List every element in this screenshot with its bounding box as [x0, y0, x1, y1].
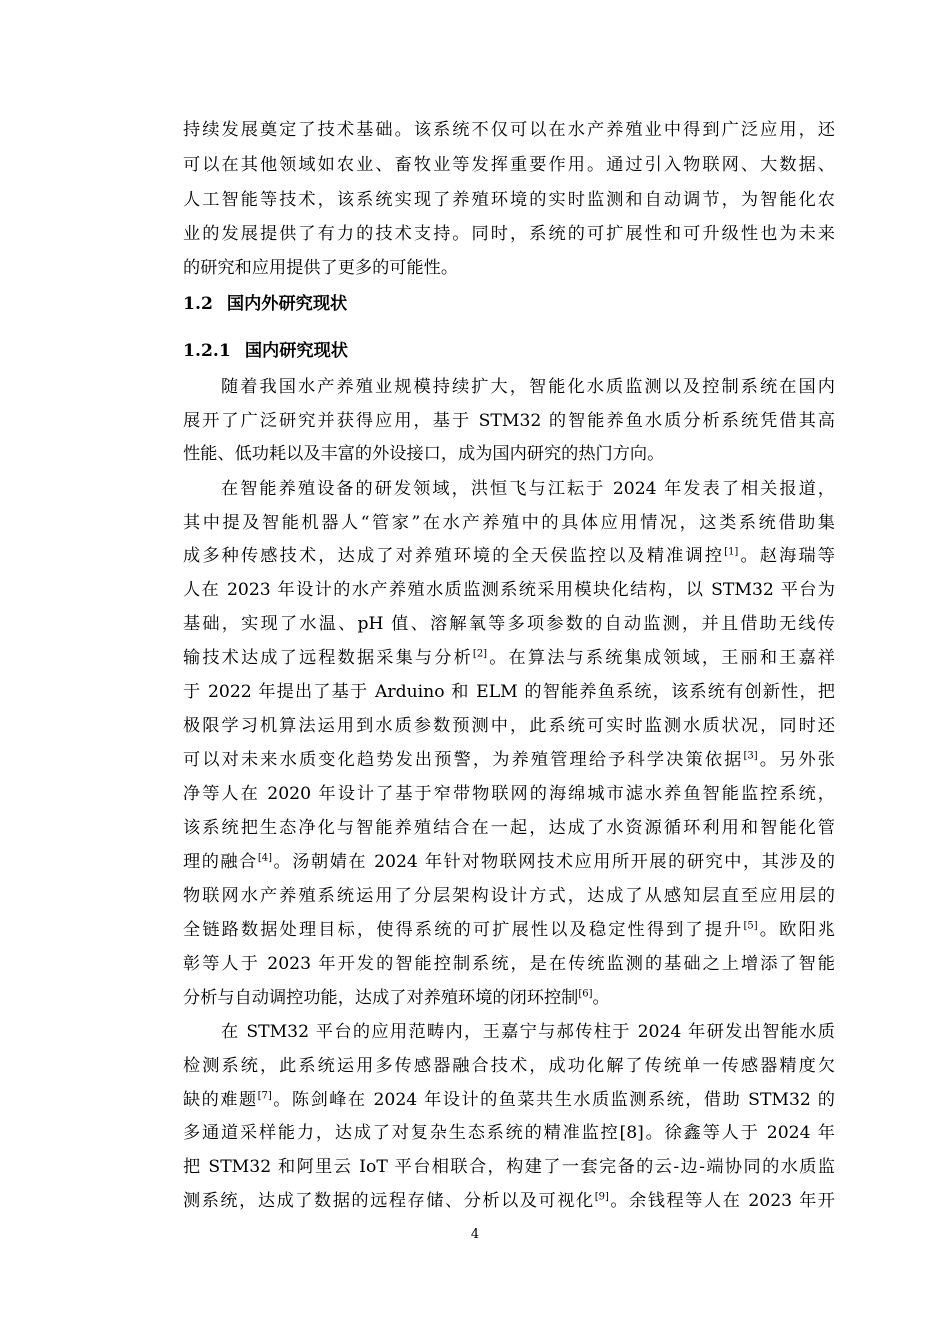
- subsection-title: 国内研究现状: [244, 341, 348, 361]
- paragraph-line: 性能、低功耗以及丰富的外设接口，成为国内研究的热门方向。: [183, 444, 665, 464]
- paragraph-line: 的研究和应用提供了更多的可能性。: [183, 258, 459, 278]
- text-run: 。在算法与系统集成领域，王丽和王嘉祥: [487, 648, 835, 668]
- paragraph-line: 人在 2023 年设计的水产养殖水质监测系统采用模块化结构，以 STM32 平台为: [183, 580, 835, 600]
- section-heading: [183, 293, 347, 315]
- paragraph-line: 在 STM32 平台的应用范畴内，王嘉宁与郝传柱于 2024 年研发出智能水质: [221, 1022, 835, 1042]
- paragraph-line: 该系统把生态净化与智能养殖结合在一起，达成了水资源循环利用和智能化管: [183, 818, 835, 838]
- paragraph-line: 于 2022 年提出了基于 Arduino 和 ELM 的智能养鱼系统，该系统有创新性，把: [183, 682, 835, 702]
- text-run: 。: [592, 988, 610, 1008]
- paragraph-line: 把 STM32 和阿里云 IoT 平台相联合，构建了一套完备的云-边-端协同的水质监: [183, 1157, 835, 1177]
- paragraph-line: 在智能养殖设备的研发领域，洪恒飞与江耘于 2024 年发表了相关报道，: [221, 479, 835, 499]
- paragraph-line: [183, 647, 835, 669]
- text-run: 理的融合: [183, 852, 258, 872]
- text-run: 缺的难题: [183, 1090, 258, 1110]
- paragraph-line: 可以在其他领域如农业、畜牧业等发挥重要作用。通过引入物联网、大数据、: [183, 155, 835, 175]
- citation-ref: [1]: [724, 546, 739, 558]
- paragraph-line: [183, 987, 835, 1009]
- page-number: 4: [470, 1227, 480, 1242]
- text-run: 输技术达成了远程数据采集与分析: [183, 648, 473, 668]
- citation-ref: [9]: [594, 1191, 609, 1203]
- citation-ref: [4]: [257, 852, 273, 864]
- section-title: 国内外研究现状: [226, 294, 348, 314]
- text-run: 。汤朝婧在 2024 年针对物联网技术应用所开展的研究中，其涉及的: [272, 852, 835, 872]
- paragraph-line: 物联网水产养殖系统运用了分层架构设计方式，达成了从感知层直至应用层的: [183, 886, 835, 906]
- text-run: 测系统，达成了数据的远程存储、分析以及可视化: [183, 1191, 595, 1211]
- paragraph-line: 极限学习机算法运用到水质参数预测中，此系统可实时监测水质状况，同时还: [183, 716, 835, 736]
- citation-ref: [2]: [472, 648, 488, 660]
- paragraph-line: 多通道采样能力，达成了对复杂生态系统的精准监控[8]。徐鑫等人于 2024 年: [183, 1123, 835, 1143]
- citation-ref: [3]: [743, 750, 758, 762]
- text-run: 。陈剑峰在 2024 年设计的鱼菜共生水质监测系统，借助 STM32 的: [271, 1090, 835, 1110]
- paragraph-line: [183, 749, 835, 771]
- paragraph-line: 业的发展提供了有力的技术支持。同时，系统的可扩展性和可升级性也为未来: [183, 224, 835, 244]
- subsection-number: 1.2.1: [183, 341, 231, 361]
- paragraph-line: 其中提及智能机器人“管家”在水产养殖中的具体应用情况，这类系统借助集: [183, 513, 835, 533]
- paragraph-line: 人工智能等技术，该系统实现了养殖环境的实时监测和自动调节，为智能化农: [183, 190, 835, 210]
- subsection-heading: [183, 340, 348, 362]
- text-run: 。赵海瑞等: [738, 546, 835, 566]
- text-run: 。另外张: [757, 750, 835, 770]
- paragraph-line: 持续发展奠定了技术基础。该系统不仅可以在水产养殖业中得到广泛应用，还: [183, 120, 835, 140]
- paragraph-line: [183, 1190, 835, 1212]
- paragraph-line: 彰等人于 2023 年开发的智能控制系统，是在传统监测的基础之上增添了智能: [183, 954, 835, 974]
- paragraph-line: [183, 919, 835, 941]
- paragraph-line: 基础，实现了水温、pH 值、溶解氧等多项参数的自动监测，并且借助无线传: [183, 614, 835, 634]
- paragraph-line: 净等人在 2020 年设计了基于窄带物联网的海绵城市滤水养鱼智能监控系统，: [183, 784, 835, 804]
- section-number: 1.2: [183, 294, 213, 314]
- text-run: 。欧阳兆: [757, 920, 835, 940]
- paragraph-line: [183, 1089, 835, 1111]
- citation-ref: [7]: [257, 1090, 272, 1102]
- text-run: 分析与自动调控功能，达成了对养殖环境的闭环控制: [183, 988, 579, 1008]
- paragraph-line: [183, 545, 835, 567]
- citation-ref: [5]: [743, 920, 758, 932]
- text-run: 成多种传感技术，达成了对养殖环境的全天侯监控以及精准调控: [183, 546, 725, 566]
- text-run: 可以对未来水质变化趋势发出预警，为养殖管理给予科学决策依据: [183, 750, 744, 770]
- paragraph-line: [183, 851, 835, 873]
- paragraph-line: 检测系统，此系统运用多传感器融合技术，成功化解了传统单一传感器精度欠: [183, 1056, 835, 1076]
- citation-ref: [6]: [578, 988, 593, 1000]
- text-run: 全链路数据处理目标，使得系统的可扩展性以及稳定性得到了提升: [183, 920, 744, 940]
- paragraph-line: 展开了广泛研究并获得应用，基于 STM32 的智能养鱼水质分析系统凭借其高: [183, 411, 835, 431]
- text-run: 。余钱程等人在 2023 年开: [608, 1191, 835, 1211]
- paragraph-line: 随着我国水产养殖业规模持续扩大，智能化水质监测以及控制系统在国内: [221, 377, 835, 397]
